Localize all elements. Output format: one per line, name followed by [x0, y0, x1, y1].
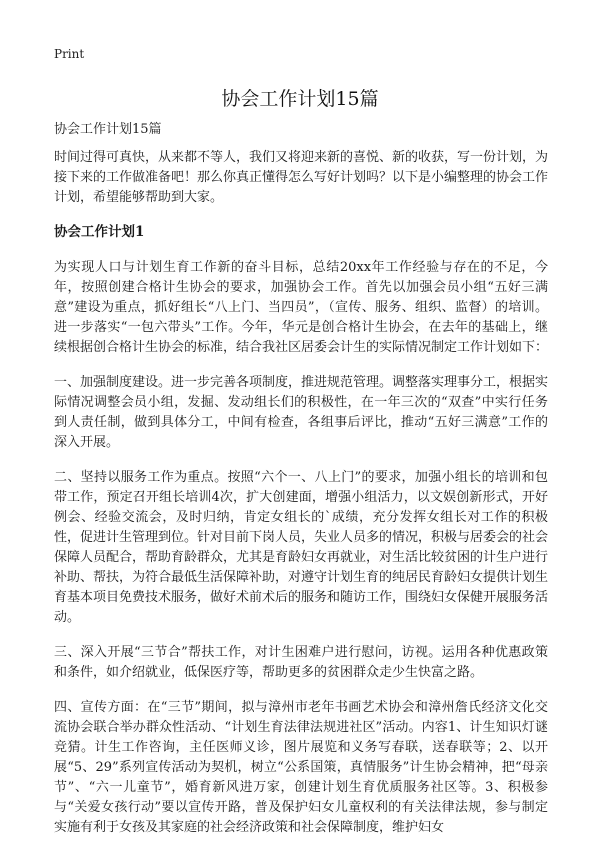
document-subtitle: 协会工作计划15篇 — [54, 122, 162, 137]
body-paragraph: 三、深入开展“三节合”帮扶工作，对计生困难户进行慰问，访视。运用各种优惠政策和条件，如介绍就业，低保医疗等，帮助更多的贫困群众走少生快富之路。 — [54, 645, 548, 680]
page-title: 协会工作计划15篇 — [221, 88, 379, 110]
body-paragraph: 四、宣传方面：在“三节”期间，拟与漳州市老年书画艺术协会和漳州詹氏经济文化交流协会联合举办群众性活动、“计划生育法律法规进社区”活动。内容1、计生知识灯谜竞猜。计生工作咨询，主任医师义诊，图片展览和义务写春联，送春联等；2、以开展“5、29”系列宣传活动为契机，树立“公系国策，真情服务”计生协会精神，把“母亲节”、“六一儿童节”，婚育新风进万家，创建计划生育优质服务社区等。3、积极参与“关爱女孩行动”要以宣传开路，普及保护妇女儿童权利的有关法律法规，参与制定实施有利于女孩及其家庭的社会经济政策和社会保障制度，维护妇女 — [54, 700, 548, 835]
intro-paragraph: 时间过得可真快，从来都不等人，我们又将迎来新的喜悦、新的收获，写一份计划，为接下来的工作做准备吧！那么你真正懂得怎么写好计划吗？以下是小编整理的协会工作计划，希望能够帮助到大家。 — [54, 150, 549, 205]
section-heading: 协会工作计划1 — [54, 224, 145, 240]
document-body — [54, 120, 548, 853]
body-paragraph: 一、加强制度建设。进一步完善各项制度，推进规范管理。调整落实理事分工，根据实际情况调整会员小组，发掘、发动组长们的积极性，在一年三次的“双查”中实行任务到人责任制，做到具体分工，中间有检查，各组事后评比，推动“五好三满意”工作的深入开展。 — [54, 375, 549, 450]
body-paragraph: 二、坚持以服务工作为重点。按照“六个一、八上门”的要求，加强小组长的培训和包带工作，预定召开组长培训4次，扩大创建面，增强小组活力，以文娱创新形式，开好例会、经验交流会，及时归纳，肯定女组长的`成绩，充分发挥女组长对工作的积极性，促进计生管理到位。针对目前下岗人员，失业人员多的情况，积极与居委会的社会保障人员配合，帮助育龄群众，尤其是育龄妇女再就业，对生活比较贫困的计生户进行补助、帮扶，为符合最低生活保障补助，对遵守计划生育的纯居民育龄妇女提供计划生育基本项目免费技术服务，做好术前术后的服务和随访工作，围绕妇女保健开展服务活动。 — [54, 470, 549, 625]
print-link[interactable]: Print — [54, 47, 85, 61]
body-paragraph: 为实现人口与计划生育工作新的奋斗目标，总结20xx年工作经验与存在的不足，今年，按照创建合格计生协会的要求，加强协会工作。首先以加强会员小组“五好三满意”建设为重点，抓好组长“八上门、当四员”，（宣传、服务、组织、监督）的培训。进一步落实“一包六带头”工作。今年，华元是创合格计生协会，在去年的基础上，继续根据创合格计生协会的标准，结合我社区居委会计生的实际情况制定工作计划如下： — [54, 260, 549, 355]
